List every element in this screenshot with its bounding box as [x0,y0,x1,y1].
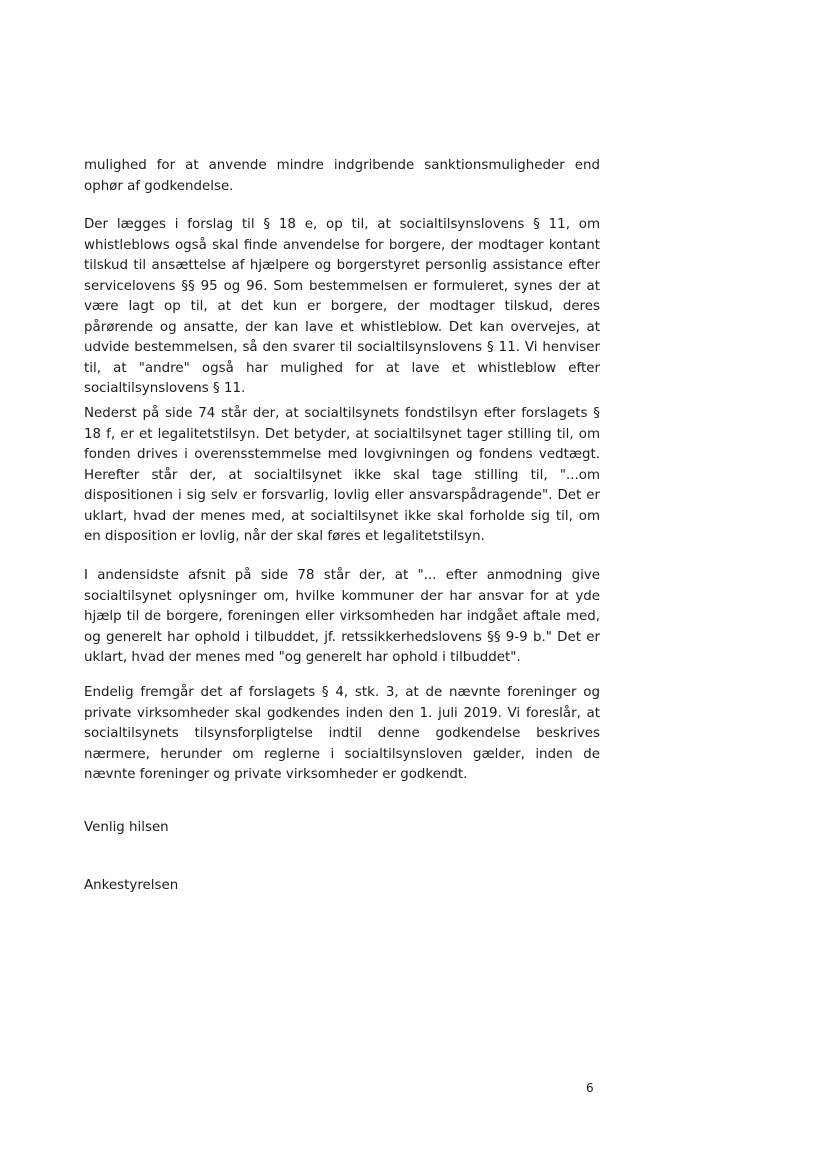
paragraph-sanction-options: mulighed for at anvende mindre indgribende sanktionsmuligheder end ophør af godkendelse. [84,158,600,194]
page-number: 6 [586,1081,594,1095]
closing-greeting: Venlig hilsen [84,820,169,835]
paragraph-approval-deadline: Endelig fremgår det af forslagets § 4, stk. 3, at de nævnte foreninger og private virksomheder skal godkendes inden den 1. juli 2019. Vi foreslår, at socialtilsynets tilsynsforpligtelse indtil denne godkendelse beskrives nærmere, herunder om reglerne i socialtilsynsloven gælder, inden de nævnte foreninger og private virksomheder er godkendt. [84,685,600,782]
sender-name: Ankestyrelsen [84,878,179,893]
paragraph-whistleblow: Der lægges i forslag til § 18 e, op til, at socialtilsynslovens § 11, om whistleblows også skal finde anvendelse for borgere, der modtager kontant tilskud til ansættelse af hjælpere og borgerstyret personlig assistance efter servicelovens §§ 95 og 96. Som bestemmelsen er formuleret, synes der at være lagt op til, at det kun er borgere, der modtager tilskud, deres pårørende og ansatte, der kan lave et whistleblow. Det kan overvejes, at udvide bestemmelsen, så den svarer til socialtilsynslovens § 11. Vi henviser til, at "andre" også har mulighed for at lave et whistleblow efter socialtilsynslovens § 11. [84,217,600,396]
paragraph-municipality-information: I andensidste afsnit på side 78 står der, at "... efter anmodning give socialtilsynet oplysninger om, hvilke kommuner der har ansvar for at yde hjælp til de borgere, foreningen eller virksomheden har indgået aftale med, og generelt har ophold i tilbuddet, jf. retssikkerhedslovens §§ 9-9 b." Det er uklart, hvad der menes med "og generelt har ophold i tilbuddet". [84,568,600,665]
paragraph-legality-supervision: Nederst på side 74 står der, at socialtilsynets fondstilsyn efter forslagets § 18 f, er et legalitetstilsyn. Det betyder, at socialtilsynet tager stilling til, om fonden drives i overensstemmelse med lovgivningen og fondens vedtægt. Herefter står der, at socialtilsynet ikke skal tage stilling til, "...om dispositionen i sig selv er forsvarlig, lovlig eller ansvarspådragende". Det er uklart, hvad der menes med, at socialtilsynet ikke skal forholde sig til, om en disposition er lovlig, når der skal føres et legalitetstilsyn. [84,406,600,544]
